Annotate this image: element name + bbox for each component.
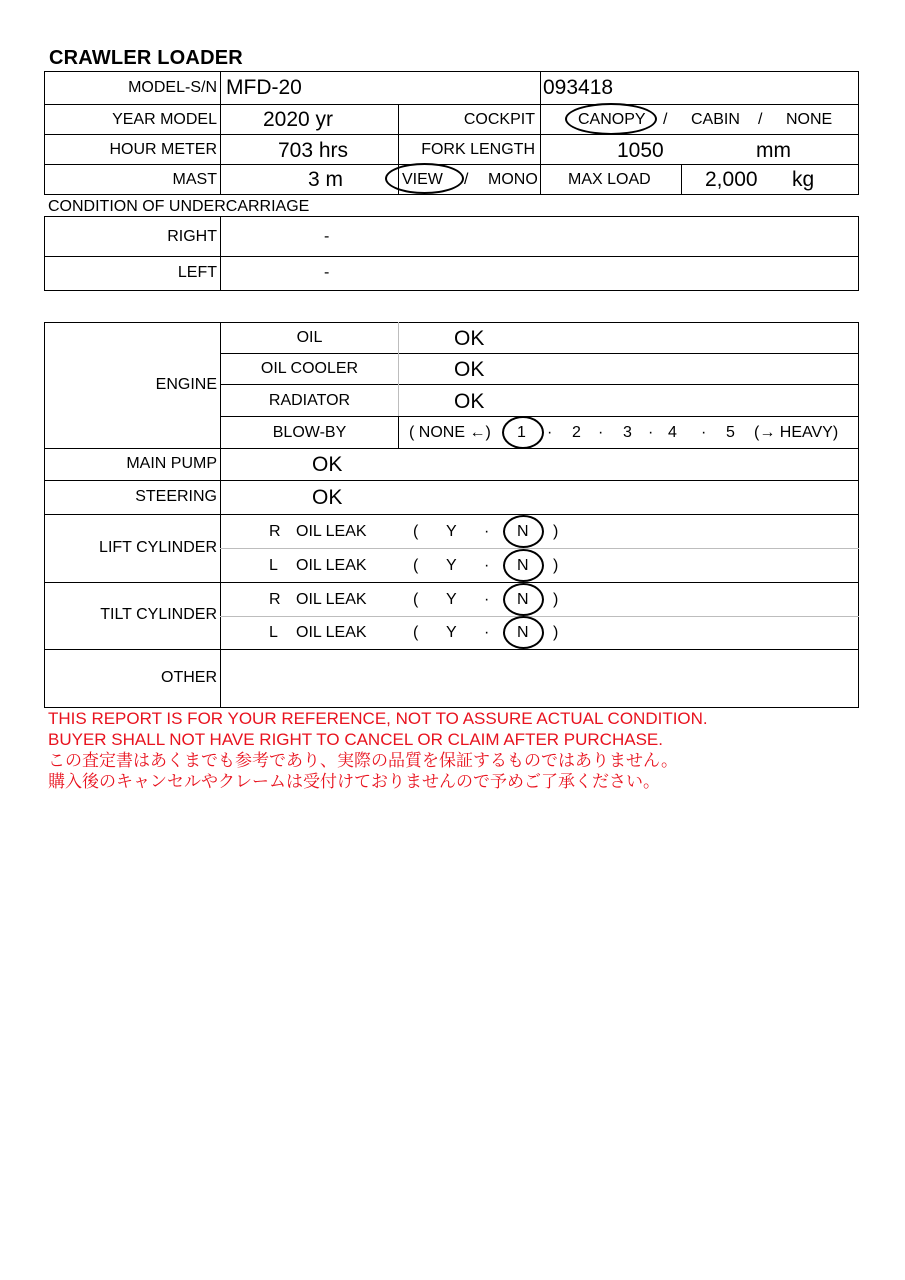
row-divider — [44, 134, 859, 135]
row-divider — [44, 514, 859, 515]
leak-side: R — [269, 591, 281, 608]
leak-close-paren: ) — [553, 591, 559, 608]
undercarriage-left-value: - — [324, 264, 330, 281]
leak-dot: · — [484, 624, 490, 641]
steering-value: OK — [312, 486, 343, 509]
row-divider — [44, 256, 859, 257]
blow-by-level-3: 3 — [623, 424, 632, 441]
blow-by-label: BLOW-BY — [272, 424, 347, 441]
leak-open-paren: ( — [413, 523, 419, 540]
disclaimer-line: 購入後のキャンセルやクレームは受付けておりませんので予めご了承ください。 — [48, 772, 660, 791]
leak-option-y: Y — [446, 591, 457, 608]
cockpit-option-none: NONE — [786, 111, 833, 128]
leak-selection-circle — [503, 583, 544, 616]
column-divider — [220, 71, 221, 195]
column-divider — [398, 322, 399, 416]
blow-by-dot: · — [547, 424, 553, 441]
undercarriage-left-label: LEFT — [177, 264, 217, 281]
row-divider — [44, 448, 859, 449]
cockpit-separator: / — [758, 111, 763, 128]
year-model-label: YEAR MODEL — [112, 111, 217, 128]
serial-value: 093418 — [543, 76, 614, 99]
oil-cooler-label: OIL COOLER — [260, 360, 359, 377]
main-pump-label: MAIN PUMP — [126, 455, 217, 472]
mast-option-view: VIEW — [402, 171, 443, 188]
leak-side: L — [269, 557, 278, 574]
disclaimer-line: この査定書はあくまでも参考であり、実際の品質を保証するものではありません。 — [48, 751, 679, 770]
column-divider — [220, 322, 221, 708]
leak-label: OIL LEAK — [296, 591, 367, 608]
blow-by-dot: · — [648, 424, 654, 441]
leak-dot: · — [484, 557, 490, 574]
leak-close-paren: ) — [553, 523, 559, 540]
leak-selection-circle — [503, 549, 544, 582]
document-title: CRAWLER LOADER — [49, 47, 243, 69]
fork-length-label: FORK LENGTH — [421, 141, 535, 158]
blow-by-dot: · — [598, 424, 604, 441]
row-divider — [220, 616, 859, 617]
column-divider — [220, 216, 221, 291]
leak-label: OIL LEAK — [296, 624, 367, 641]
row-divider — [44, 649, 859, 650]
model-value: MFD-20 — [226, 76, 302, 99]
leak-selection-circle — [503, 616, 544, 649]
mast-label: MAST — [172, 171, 217, 188]
disclaimer-line: THIS REPORT IS FOR YOUR REFERENCE, NOT TO ASSURE ACTUAL CONDITION. — [48, 709, 708, 728]
model-sn-label: MODEL-S/N — [128, 79, 217, 96]
cockpit-option-cabin: CABIN — [691, 111, 740, 128]
leak-label: OIL LEAK — [296, 557, 367, 574]
blow-by-level-1: 1 — [517, 424, 526, 441]
mast-option-mono: MONO — [488, 171, 538, 188]
leak-option-n: N — [517, 523, 529, 540]
max-load-label: MAX LOAD — [568, 171, 651, 188]
cockpit-separator: / — [663, 111, 668, 128]
fork-length-value: 1050 — [617, 139, 664, 162]
cockpit-option-canopy: CANOPY — [578, 111, 646, 128]
leak-option-n: N — [517, 591, 529, 608]
year-model-value: 2020 yr — [263, 108, 334, 131]
undercarriage-right-value: - — [324, 228, 330, 245]
column-divider — [398, 416, 399, 448]
disclaimer-line: BUYER SHALL NOT HAVE RIGHT TO CANCEL OR CLAIM AFTER PURCHASE. — [48, 730, 663, 749]
hour-meter-value: 703 hrs — [278, 139, 349, 162]
row-divider — [44, 582, 859, 583]
undercarriage-heading: CONDITION OF UNDERCARRIAGE — [48, 198, 310, 215]
leak-option-y: Y — [446, 557, 457, 574]
blow-by-scale-end: (→ HEAVY) — [754, 424, 839, 441]
other-label: OTHER — [161, 669, 217, 686]
max-load-value: 2,000 — [705, 168, 758, 191]
blow-by-level-2: 2 — [572, 424, 581, 441]
blow-by-level-4: 4 — [668, 424, 677, 441]
cockpit-selection-circle — [565, 103, 657, 135]
row-divider — [44, 164, 859, 165]
leak-label: OIL LEAK — [296, 523, 367, 540]
steering-label: STEERING — [135, 488, 217, 505]
column-divider — [681, 164, 682, 195]
leak-option-y: Y — [446, 624, 457, 641]
lift-cylinder-label: LIFT CYLINDER — [99, 539, 217, 556]
max-load-unit: kg — [792, 168, 815, 191]
oil-value: OK — [454, 327, 485, 350]
cockpit-label: COCKPIT — [463, 111, 535, 128]
leak-side: R — [269, 523, 281, 540]
row-divider — [220, 416, 859, 417]
row-divider — [220, 353, 859, 354]
row-divider — [220, 384, 859, 385]
mast-value: 3 m — [308, 168, 344, 191]
blow-by-scale-start: ( NONE ←) — [409, 424, 491, 441]
leak-open-paren: ( — [413, 624, 419, 641]
radiator-label: RADIATOR — [268, 392, 351, 409]
radiator-value: OK — [454, 390, 485, 413]
fork-length-unit: mm — [756, 139, 791, 162]
hour-meter-label: HOUR METER — [109, 141, 217, 158]
leak-selection-circle — [503, 515, 544, 548]
leak-option-n: N — [517, 624, 529, 641]
undercarriage-right-label: RIGHT — [167, 228, 217, 245]
leak-close-paren: ) — [553, 557, 559, 574]
leak-open-paren: ( — [413, 557, 419, 574]
row-divider — [220, 548, 859, 549]
mast-selection-circle — [385, 163, 464, 194]
oil-label: OIL — [296, 329, 323, 346]
oil-cooler-value: OK — [454, 358, 485, 381]
leak-dot: · — [484, 591, 490, 608]
leak-option-y: Y — [446, 523, 457, 540]
blow-by-dot: · — [701, 424, 707, 441]
leak-open-paren: ( — [413, 591, 419, 608]
main-pump-value: OK — [312, 453, 343, 476]
mast-separator: / — [464, 171, 469, 188]
row-divider — [44, 480, 859, 481]
leak-close-paren: ) — [553, 624, 559, 641]
column-divider — [540, 71, 541, 195]
row-divider — [44, 104, 859, 105]
leak-option-n: N — [517, 557, 529, 574]
engine-label: ENGINE — [155, 376, 217, 393]
blow-by-selection-circle — [502, 416, 544, 449]
blow-by-level-5: 5 — [726, 424, 735, 441]
tilt-cylinder-label: TILT CYLINDER — [100, 606, 217, 623]
leak-dot: · — [484, 523, 490, 540]
leak-side: L — [269, 624, 278, 641]
